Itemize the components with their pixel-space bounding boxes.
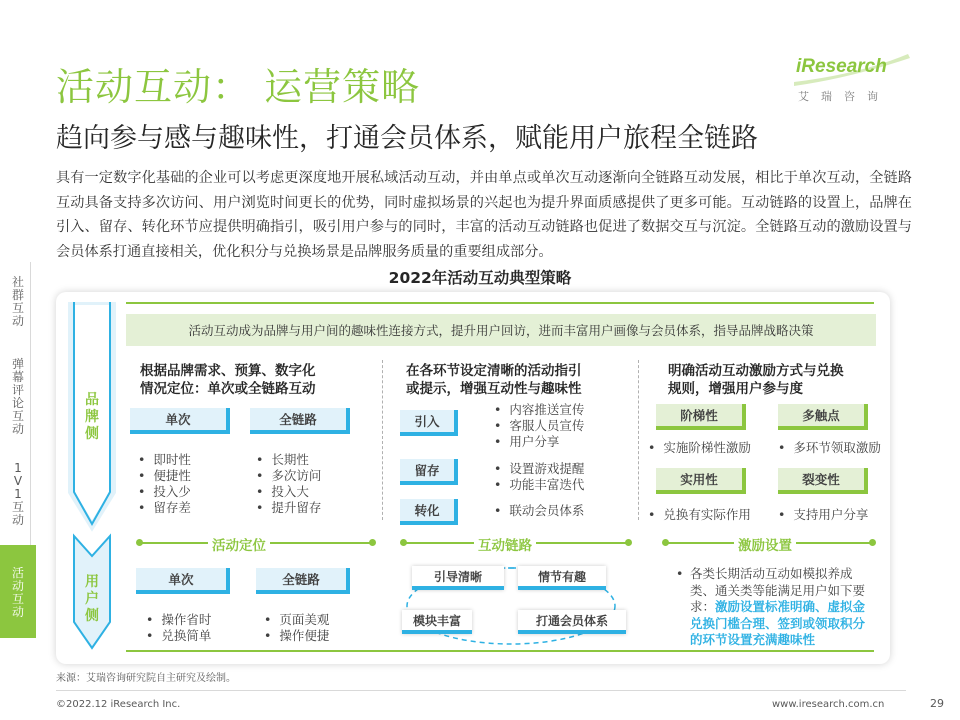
list-item: • 联动会员体系 [494,503,585,518]
col1-heading [140,362,316,398]
list-item: • 操作便捷 [264,628,330,643]
note-multi-touch-text: 多环节领取激励 [793,440,881,455]
col-divider-2 [638,360,639,520]
tag-attract: 引入 [400,410,458,436]
diagram-title: 2022年活动互动典型策略 [388,269,572,287]
list-item: • 投入大 [256,484,309,499]
list-item: • 提升留存 [256,500,322,515]
nav-item-char: 动 [11,314,24,328]
col3-heading [668,362,844,398]
tag-convert: 转化 [400,499,458,525]
col2-heading-line2: 或提示，增强互动性与趣味性 [406,381,582,397]
user-tag-single: 单次 [136,568,230,594]
sec-incentive: 激励设置 [734,534,796,554]
nav-item-char: 1 [14,461,22,475]
brand-label-char: 品 [85,392,99,408]
list-item: • 多次访问 [256,468,322,483]
user-side-label [84,574,100,625]
note-tiered-text: 实施阶梯性激励 [663,440,751,455]
user-incentive-highlight: 激励设置标准明确、虚拟金兑换门槛合理、签到或领取积分的环节设置充满趣味性 [690,599,866,647]
nav-item-danmaku[interactable] [0,358,36,450]
tag-practical: 实用性 [656,468,746,494]
nav-item-char: 互 [11,500,24,514]
col2-heading [406,362,582,398]
convert-list [494,503,584,519]
user-incentive-text [676,566,872,649]
user-single-list [146,612,211,644]
list-item: • 功能丰富迭代 [494,477,585,492]
attract-list [494,402,584,450]
retain-list [494,461,584,493]
user-full-chain-list [264,612,329,644]
sec2-dot-right [625,539,632,546]
sec3-dot-right [869,539,876,546]
nav-item-char: 动 [11,579,24,593]
nav-item-char: 论 [11,396,24,410]
tag-viral: 裂变性 [778,468,868,494]
sec2-dot-left [400,539,407,546]
nav-item-char: 互 [11,301,24,315]
sec-positioning: 活动定位 [208,534,270,554]
nav-item-char: 动 [11,605,24,619]
logo-chars: 艾瑞咨询 [798,90,890,103]
nav-item-char: 评 [11,383,24,397]
col3-heading-line2: 规则，增强用户参与度 [668,381,803,397]
tag-retain: 留存 [400,459,458,485]
frame-bottom-rule [126,650,874,652]
nav-item-char: 1 [14,487,22,501]
nav-item-char: 活 [11,566,24,580]
loop-membership: 打通会员体系 [518,610,626,634]
brand-label-char: 牌 [85,409,99,425]
page-subtitle: 趋向参与感与趣味性，打通会员体系，赋能用户旅程全链路 [56,123,758,154]
nav-item-char: V [13,474,23,488]
col2-heading-line1: 在各环节设定清晰的活动指引 [406,363,582,379]
tag-single: 单次 [130,408,230,434]
side-nav [0,262,36,638]
tag-multi-touch: 多触点 [778,404,868,430]
sec1-dot-left [136,539,143,546]
list-item: • 客服人员宣传 [494,418,585,433]
bullet: • [676,566,684,581]
list-item: • 长期性 [256,452,309,467]
page-title: 活动互动： 运营策略 [56,65,421,109]
list-item: • 便捷性 [138,468,191,483]
list-item: • 投入少 [138,484,191,499]
list-item: • 兑换简单 [146,628,212,643]
sec3-dot-left [662,539,669,546]
frame-top-rule [126,302,874,304]
col1-heading-line2: 情况定位：单次或全链路互动 [140,381,316,397]
nav-item-char: 互 [11,409,24,423]
brand-side-label [84,392,100,443]
loop-clear-guide: 引导清晰 [412,566,504,590]
list-item: • 页面美观 [264,612,330,627]
col1-heading-line1: 根据品牌需求、预算、数字化 [140,363,316,379]
col-divider-1 [382,360,383,520]
nav-item-char: 动 [11,422,24,436]
nav-item-char: 动 [11,513,24,527]
footer-rule [56,690,906,691]
user-incentive-plain: 各类长期活动互动如模拟养成类、通关类等能满足用户如下要求： [690,566,866,614]
intro-paragraph: 具有一定数字化基础的企业可以考虑更深度地开展私域活动互动，并由单点或单次互动逐渐向全链路互动发展，相比于单次互动，全链路互动具备支持多次访问、用户浏览时间更长的优势，同时虚拟场景的兴起也为提升界面质感提供了更多可能。互动链路的设置上，品牌在引入、留存、转化环节应提供明确指引，吸引用户参与的同时，丰富的活动互动链路也促进了数据交互与沉淀。全链路互动的激励设置与会员体系打通直接相关，优化积分与兑换场景是品牌服务质量的重要组成部分。 [56,170,912,260]
nav-item-char: 幕 [11,370,24,384]
note-tiered: • 实施阶梯性激励 [648,440,751,455]
brand-label-char: 侧 [85,426,99,442]
list-item: • 用户分享 [494,434,560,449]
list-item: • 即时性 [138,452,191,467]
loop-rich-modules: 模块丰富 [402,610,472,634]
user-tag-full-chain: 全链路 [256,568,350,594]
col3-heading-line1: 明确活动互动激励方式与兑换 [668,363,844,379]
single-traits-list [138,452,191,516]
page-number: 29 [930,697,944,710]
note-multi-touch: • 多环节领取激励 [778,440,881,455]
nav-item-char: 群 [11,288,24,302]
tag-tiered: 阶梯性 [656,404,746,430]
nav-item-char: 弹 [11,357,24,371]
sec-chain: 互动链路 [474,534,536,554]
user-label-char: 用 [85,574,99,590]
user-label-char: 侧 [85,608,99,624]
full-chain-traits-list [256,452,321,516]
logo-word: iResearch [796,56,887,77]
source-note: 来源：艾瑞咨询研究院自主研究及绘制。 [56,673,236,684]
list-item: • 留存差 [138,500,191,515]
diagram-banner: 活动互动成为品牌与用户间的趣味性连接方式，提升用户回访，进而丰富用户画像与会员体系，指导品牌战略决策 [126,314,876,346]
sec1-dot-right [369,539,376,546]
list-item: • 操作省时 [146,612,212,627]
user-label-char: 户 [85,591,99,607]
note-viral: • 支持用户分享 [778,507,869,522]
nav-item-activity[interactable] [0,545,36,638]
nav-item-char: 互 [11,592,24,606]
tag-full-chain: 全链路 [250,408,350,434]
site-url[interactable]: www.iresearch.com.cn [772,699,885,710]
nav-item-char: 社 [11,275,24,289]
copyright: ©2022.12 iResearch Inc. [56,699,181,710]
list-item: • 内容推送宣传 [494,402,585,417]
note-practical: • 兑换有实际作用 [648,507,751,522]
loop-fun-plot: 情节有趣 [518,566,606,590]
iresearch-logo [790,52,914,106]
note-viral-text: 支持用户分享 [793,507,869,522]
note-practical-text: 兑换有实际作用 [663,507,751,522]
list-item: • 设置游戏提醒 [494,461,585,476]
nav-item-1v1[interactable] [0,462,36,532]
